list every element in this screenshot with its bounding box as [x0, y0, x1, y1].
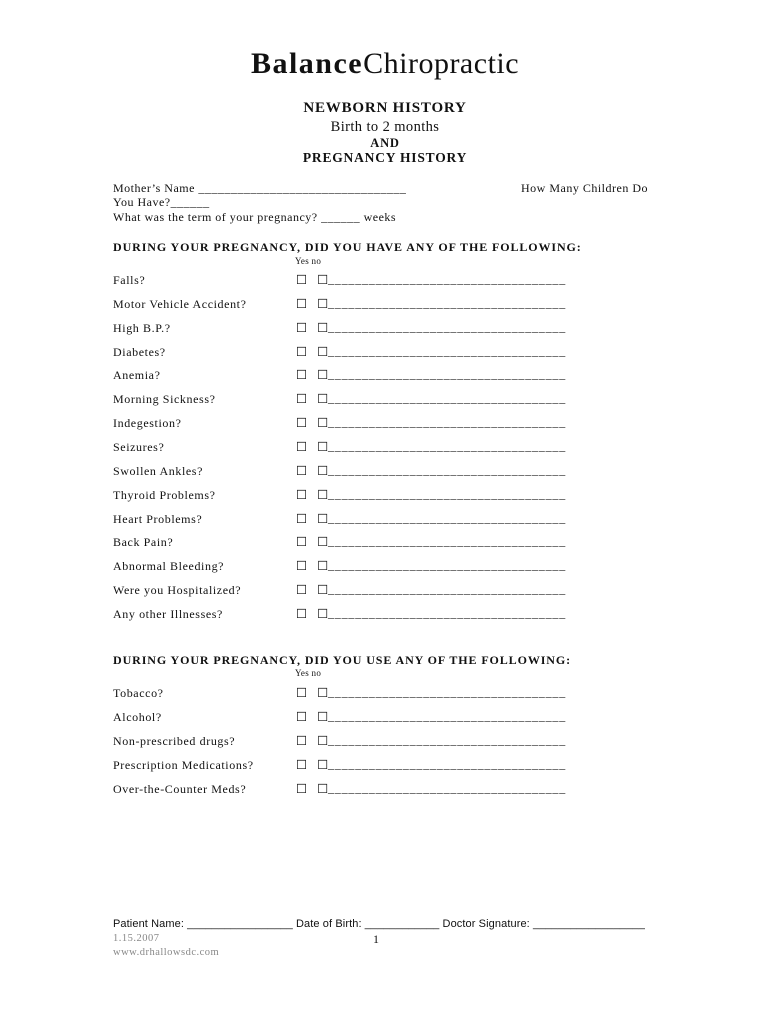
pregnancy-term-field[interactable]: What was the term of your pregnancy? ______ weeks — [113, 210, 397, 224]
answer-blank-line[interactable]: ___________________________________ — [328, 558, 566, 573]
answer-blank-line[interactable]: ___________________________________ — [328, 510, 566, 525]
yes-no-checkboxes[interactable]: ☐ ☐ — [296, 780, 332, 796]
form-title-2: PREGNANCY HISTORY — [302, 150, 468, 165]
answer-blank-line[interactable]: ___________________________________ — [328, 534, 566, 549]
question-label: Non-prescribed drugs? — [113, 733, 236, 748]
page-number: 1 — [373, 932, 380, 946]
yes-no-checkboxes[interactable]: ☐ ☐ — [296, 558, 332, 574]
answer-blank-line[interactable]: ___________________________________ — [328, 685, 566, 699]
yes-no-checkboxes[interactable]: ☐ ☐ — [296, 462, 332, 478]
question-label: Any other Illnesses? — [113, 606, 223, 621]
question-label: Motor Vehicle Accident? — [113, 296, 247, 311]
children-count-field[interactable]: You Have?______ — [113, 195, 210, 209]
answer-blank-line[interactable]: ___________________________________ — [328, 708, 566, 723]
yes-no-checkboxes[interactable]: ☐ ☐ — [296, 534, 332, 550]
question-label: Prescription Medications? — [113, 757, 254, 772]
form-title: NEWBORN HISTORY — [303, 100, 467, 116]
answer-blank-line[interactable]: ___________________________________ — [328, 367, 566, 382]
question-label: Seizures? — [113, 439, 165, 454]
question-label: High B.P.? — [113, 320, 171, 335]
yes-no-header: Yes no — [295, 256, 322, 266]
question-label: Swollen Ankles? — [113, 463, 203, 478]
yes-no-checkboxes[interactable]: ☐ ☐ — [296, 708, 332, 724]
answer-blank-line[interactable]: ___________________________________ — [328, 438, 566, 453]
question-label: Back Pain? — [113, 535, 174, 550]
yes-no-checkboxes[interactable]: ☐ ☐ — [296, 438, 332, 454]
yes-no-checkboxes[interactable]: ☐ ☐ — [296, 486, 332, 502]
yes-no-header: Yes no — [295, 668, 322, 678]
clinic-logo — [0, 47, 770, 81]
section-heading-substances: DURING YOUR PREGNANCY, DID YOU USE ANY OF THE FOLLOWING: — [113, 653, 571, 667]
yes-no-checkboxes[interactable]: ☐ ☐ — [296, 319, 332, 335]
answer-blank-line[interactable]: ___________________________________ — [328, 780, 566, 795]
answer-blank-line[interactable]: ___________________________________ — [328, 605, 566, 620]
question-label: Morning Sickness? — [113, 392, 216, 407]
yes-no-checkboxes[interactable]: ☐ ☐ — [296, 415, 332, 431]
answer-blank-line[interactable]: ___________________________________ — [328, 415, 566, 430]
yes-no-checkboxes[interactable]: ☐ ☐ — [296, 605, 332, 621]
answer-blank-line[interactable]: ___________________________________ — [328, 486, 566, 501]
answer-blank-line[interactable]: ___________________________________ — [328, 272, 566, 286]
answer-blank-line[interactable]: ___________________________________ — [328, 343, 566, 358]
question-label: Anemia? — [113, 368, 161, 383]
mothers-name-field[interactable]: Mother’s Name ________________________________ — [113, 181, 407, 195]
website-url: www.drhallowsdc.com — [113, 947, 220, 958]
form-date: 1.15.2007 — [113, 933, 160, 944]
section-heading-conditions: DURING YOUR PREGNANCY, DID YOU HAVE ANY OF THE FOLLOWING: — [113, 240, 582, 254]
question-label: Indegestion? — [113, 416, 182, 431]
question-label: Over-the-Counter Meds? — [113, 781, 247, 796]
yes-no-checkboxes[interactable]: ☐ ☐ — [296, 732, 332, 748]
question-label: Thyroid Problems? — [113, 487, 216, 502]
question-label: Were you Hospitalized? — [113, 583, 242, 598]
yes-no-checkboxes[interactable]: ☐ ☐ — [296, 343, 332, 359]
yes-no-checkboxes[interactable]: ☐ ☐ — [296, 295, 332, 311]
yes-no-checkboxes[interactable]: ☐ ☐ — [296, 582, 332, 598]
question-label: Abnormal Bleeding? — [113, 559, 225, 574]
yes-no-checkboxes[interactable]: ☐ ☐ — [296, 756, 332, 772]
answer-blank-line[interactable]: ___________________________________ — [328, 462, 566, 477]
patient-footer-line[interactable]: Patient Name: _________________ Date of Birth: ____________ Doctor Signature: __________________ — [113, 918, 645, 930]
yes-no-checkboxes[interactable]: ☐ ☐ — [296, 367, 332, 383]
yes-no-checkboxes[interactable]: ☐ ☐ — [296, 685, 332, 700]
answer-blank-line[interactable]: ___________________________________ — [328, 756, 566, 771]
question-label: Diabetes? — [113, 344, 166, 359]
question-label: Heart Problems? — [113, 511, 203, 526]
yes-no-checkboxes[interactable]: ☐ ☐ — [296, 391, 332, 407]
answer-blank-line[interactable]: ___________________________________ — [328, 391, 566, 406]
yes-no-checkboxes[interactable]: ☐ ☐ — [296, 272, 332, 287]
yes-no-checkboxes[interactable]: ☐ ☐ — [296, 510, 332, 526]
answer-blank-line[interactable]: ___________________________________ — [328, 732, 566, 747]
form-subtitle: Birth to 2 months — [330, 119, 440, 135]
question-label: Alcohol? — [113, 709, 162, 724]
and-label: AND — [370, 136, 400, 150]
answer-blank-line[interactable]: ___________________________________ — [328, 319, 566, 334]
brand-bold: Balance — [250, 47, 364, 80]
children-count-label: How Many Children Do — [521, 181, 648, 195]
question-label: Falls? — [113, 273, 146, 287]
question-label: Tobacco? — [113, 686, 164, 700]
answer-blank-line[interactable]: ___________________________________ — [328, 582, 566, 597]
brand-rest: Chiropractic — [363, 47, 520, 80]
answer-blank-line[interactable]: ___________________________________ — [328, 295, 566, 310]
